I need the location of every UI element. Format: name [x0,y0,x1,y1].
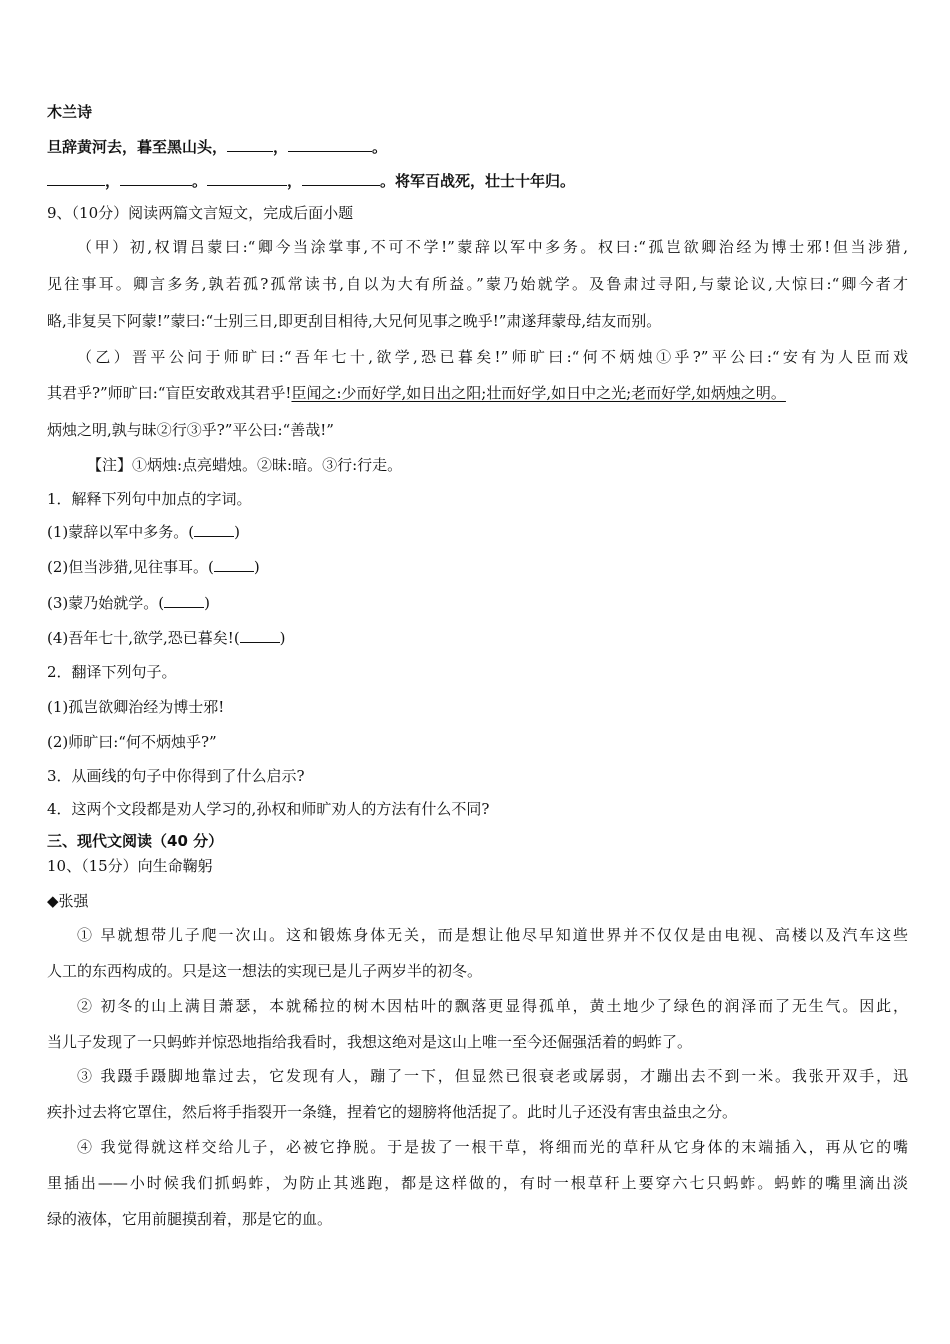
passage-yi-line: 其君乎?”师旷曰:“盲臣安敢戏其君乎!臣闻之:少而好学,如日出之阳;壮而好学,如日中之光;老而好学,如炳烛之明。 [47,384,786,402]
passage-yi-line: 炳烛之明,孰与昧②行③乎?”平公曰:“善哉!” [47,421,334,439]
answer-blank[interactable] [214,557,254,572]
passage-jia-line: （甲）初,权谓吕蒙曰:“卿今当涂掌事,不可不学!”蒙辞以军中多务。权曰:“孤岂欲卿治经为博士邪!但当涉猎, [77,238,908,256]
poem-title: 木兰诗 [47,103,93,121]
subquestion-3: 3．从画线的句子中你得到了什么启示? [47,767,305,785]
paragraph-line: 人工的东西构成的。只是这一想法的实现已是儿子两岁半的初冬。 [47,962,483,980]
section-title: 三、现代文阅读（40 分） [47,832,224,850]
question-10-header: 10、（15分）向生命鞠躬 [47,857,213,875]
poem-line-1: 旦辞黄河去，暮至黑山头， ， 。 [47,138,388,156]
answer-blank[interactable] [240,628,280,643]
paragraph-line: 疾扑过去将它罩住，然后将手指裂开一条缝，捏着它的翅膀将他活捉了。此时儿子还没有害虫益虫之分。 [47,1103,738,1121]
poem-line-2: ， 。 ， 。将军百战死，壮士十年归。 [47,171,910,191]
answer-blank[interactable] [302,171,380,186]
subquestion-4: 4．这两个文段都是劝人学习的,孙权和师旷劝人的方法有什么不同? [47,800,490,818]
paragraph-line: ④ 我觉得就这样交给儿子，必被它挣脱。于是拔了一根干草，将细而光的草秆从它身体的末端插入，再从它的嘴 [77,1138,908,1156]
subquestion-item: (4)吾年七十,欲学,恐已暮矣!( ) [47,629,286,647]
answer-blank[interactable] [288,137,372,152]
paragraph-line: 里插出——小时候我们抓蚂蚱，为防止其逃跑，都是这样做的，有时一根草秆上要穿六七只蚂蚱。蚂蚱的嘴里滴出淡 [47,1174,908,1192]
paragraph-line: ② 初冬的山上满目萧瑟，本就稀拉的树木因枯叶的飘落更显得孤单，黄土地少了绿色的润泽而了无生气。因此， [77,997,908,1015]
answer-blank[interactable] [164,593,204,608]
subquestion-item: (2)但当涉猎,见往事耳。( ) [47,558,260,576]
paragraph-line: 绿的液体，它用前腿摸刮着，那是它的血。 [47,1210,333,1228]
author: ◆张强 [47,892,89,910]
passage-jia-line: 略,非复吴下阿蒙!”蒙曰:“士别三日,即更刮目相待,大兄何见事之晚乎!”肃遂拜蒙母,结友而别。 [47,312,662,330]
answer-blank[interactable] [120,171,192,186]
underlined-sentence: 臣闻之:少而好学,如日出之阳;壮而好学,如日中之光;老而好学,如炳烛之明。 [291,384,786,402]
passage-yi-line: （乙）晋平公问于师旷曰:“吾年七十,欲学,恐已暮矣!”师旷曰:“何不炳烛①乎?”平公曰:“安有为人臣而戏 [77,348,908,366]
paragraph-line: 当儿子发现了一只蚂蚱并惊恐地指给我看时，我想这绝对是这山上唯一至今还倔强活着的蚂蚱了。 [47,1033,693,1051]
answer-blank[interactable] [47,171,105,186]
paragraph-line: ① 早就想带儿子爬一次山。这和锻炼身体无关，而是想让他尽早知道世界并不仅仅是由电视、高楼以及汽车这些 [77,926,908,944]
passage-jia-line: 见往事耳。卿言多务,孰若孤?孤常读书,自以为大有所益。”蒙乃始就学。及鲁肃过寻阳,与蒙论议,大惊曰:“卿今者才 [47,275,908,293]
subquestion-item: (3)蒙乃始就学。( ) [47,594,210,612]
answer-blank[interactable] [227,137,273,152]
answer-blank[interactable] [194,522,234,537]
subquestion-item: (1)孤岂欲卿治经为博士邪! [47,698,225,716]
question-9-header: 9、（10分）阅读两篇文言短文，完成后面小题 [47,204,354,222]
answer-blank[interactable] [207,171,287,186]
subquestion-item: (2)师旷曰:“何不炳烛乎?” [47,733,217,751]
subquestion-item: (1)蒙辞以军中多务。( ) [47,523,240,541]
passage-note: 【注】①炳烛:点亮蜡烛。②昧:暗。③行:行走。 [87,456,403,474]
paragraph-line: ③ 我蹑手蹑脚地靠过去，它发现有人，蹦了一下，但显然已很衰老或孱弱，才蹦出去不到一米。我张开双手，迅 [77,1067,908,1085]
subquestion-1-title: 1．解释下列句中加点的字词。 [47,490,252,508]
subquestion-2-title: 2．翻译下列句子。 [47,663,177,681]
